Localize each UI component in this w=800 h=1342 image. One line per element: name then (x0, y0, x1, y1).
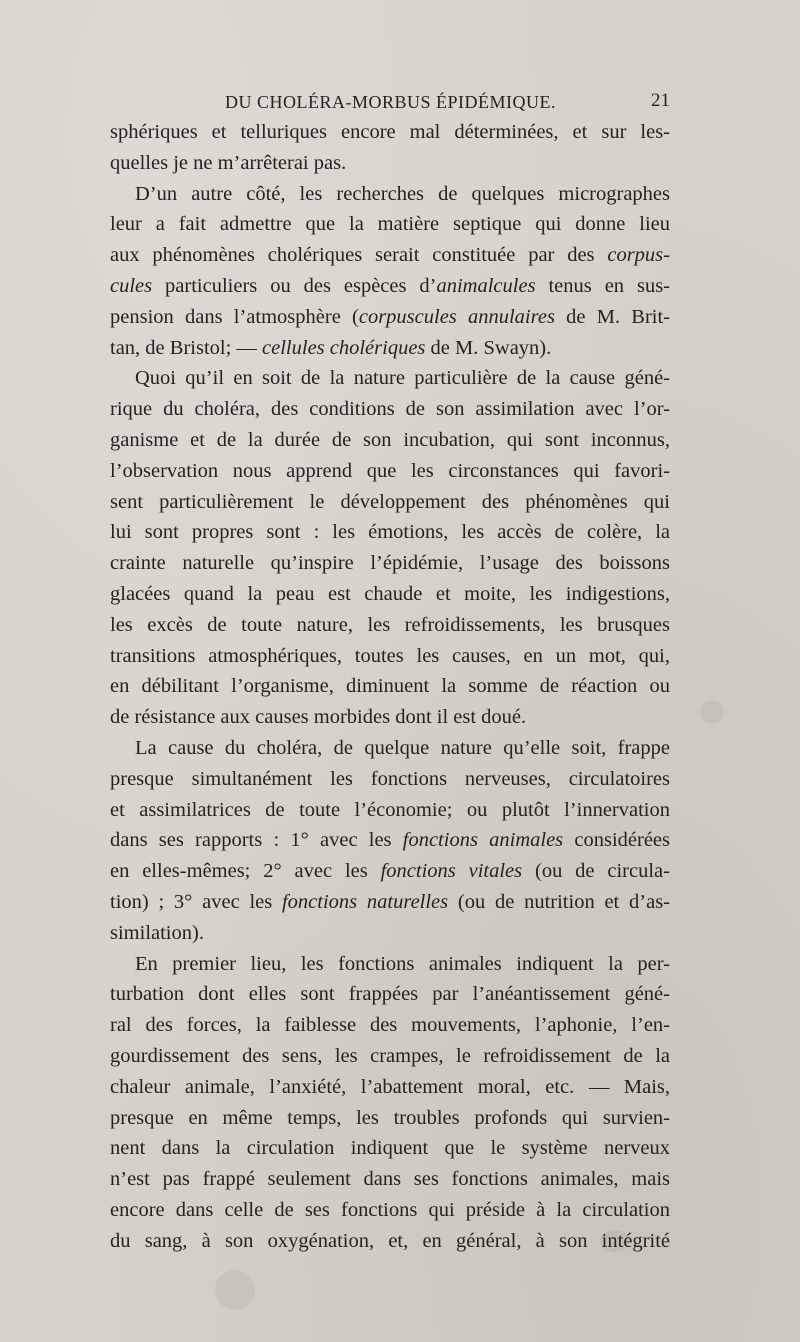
text-line: aux phénomènes cholériques serait constituée par des corpus- (110, 244, 670, 267)
text-line: en elles-mêmes; 2° avec les fonctions vitales (ou de circula- (110, 860, 670, 883)
text-line: n’est pas frappé seulement dans ses fonctions animales, mais (110, 1168, 670, 1191)
text-line: presque simultanément les fonctions nerveuses, circulatoires (110, 767, 670, 790)
text-line: l’observation nous apprend que les circonstances qui favori- (110, 459, 670, 482)
text-line: du sang, à son oxygénation, et, en général, à son intégrité (110, 1229, 670, 1252)
text-line: lui sont propres sont : les émotions, les accès de colère, la (110, 521, 670, 544)
page-stain (700, 700, 724, 724)
text-line: gourdissement des sens, les crampes, le refroidissement de la (110, 1044, 670, 1067)
text-line: nent dans la circulation indiquent que le système nerveux (110, 1137, 670, 1160)
text-line: cules particuliers ou des espèces d’animalcules tenus en sus- (110, 274, 670, 297)
running-head (110, 90, 670, 120)
paragraph-start-line: En premier lieu, les fonctions animales indiquent la per- (135, 952, 670, 975)
text-line: sphériques et telluriques encore mal déterminées, et sur les- (110, 121, 670, 143)
text-line: rique du choléra, des conditions de son assimilation avec l’or- (110, 398, 670, 421)
text-line: leur a fait admettre que la matière septique qui donne lieu (110, 213, 670, 236)
text-line: chaleur animale, l’anxiété, l’abattement moral, etc. — Mais, (110, 1075, 670, 1098)
paragraph-start-line: La cause du choléra, de quelque nature qu’elle soit, frappe (135, 736, 670, 759)
text-line: et assimilatrices de toute l’économie; ou plutôt l’innervation (110, 798, 670, 821)
text-line: ral des forces, la faiblesse des mouvements, l’aphonie, l’en- (110, 1014, 670, 1037)
text-line: turbation dont elles sont frappées par l’anéantissement géné- (110, 983, 670, 1006)
text-line: de résistance aux causes morbides dont il est doué. (110, 706, 527, 729)
running-title: DU CHOLÉRA-MORBUS ÉPIDÉMIQUE. (225, 92, 557, 112)
page-number: 21 (651, 90, 670, 111)
page-stain (215, 1270, 255, 1310)
text-line: ganisme et de la durée de son incubation, qui sont inconnus, (110, 428, 670, 451)
text-line: quelles je ne m’arrêterai pas. (110, 151, 347, 174)
text-line: glacées quand la peau est chaude et moite, les indigestions, (110, 582, 670, 605)
body-text (110, 117, 670, 1256)
text-line: presque en même temps, les troubles profonds qui survien- (110, 1106, 670, 1129)
paragraph-start-line: Quoi qu’il en soit de la nature particulière de la cause géné- (135, 367, 670, 390)
text-line: encore dans celle de ses fonctions qui préside à la circulation (110, 1198, 670, 1221)
text-line: sent particulièrement le développement des phénomènes qui (110, 490, 670, 513)
text-line: dans ses rapports : 1° avec les fonctions animales considérées (110, 829, 671, 852)
text-line: transitions atmosphériques, toutes les causes, en un mot, qui, (110, 644, 670, 667)
text-line: en débilitant l’organisme, diminuent la somme de réaction ou (110, 675, 670, 698)
text-line: similation). (110, 921, 204, 944)
text-line: tion) ; 3° avec les fonctions naturelles (ou de nutrition et d’as- (110, 890, 670, 913)
text-line: pension dans l’atmosphère (corpuscules annulaires de M. Brit- (110, 305, 670, 328)
text-line: tan, de Bristol; — cellules cholériques de M. Swayn). (110, 336, 552, 359)
text-line: les excès de toute nature, les refroidissements, les brusques (110, 613, 670, 636)
paragraph-start-line: D’un autre côté, les recherches de quelques micrographes (135, 182, 670, 205)
text-line: crainte naturelle qu’inspire l’épidémie, l’usage des boissons (110, 552, 670, 575)
